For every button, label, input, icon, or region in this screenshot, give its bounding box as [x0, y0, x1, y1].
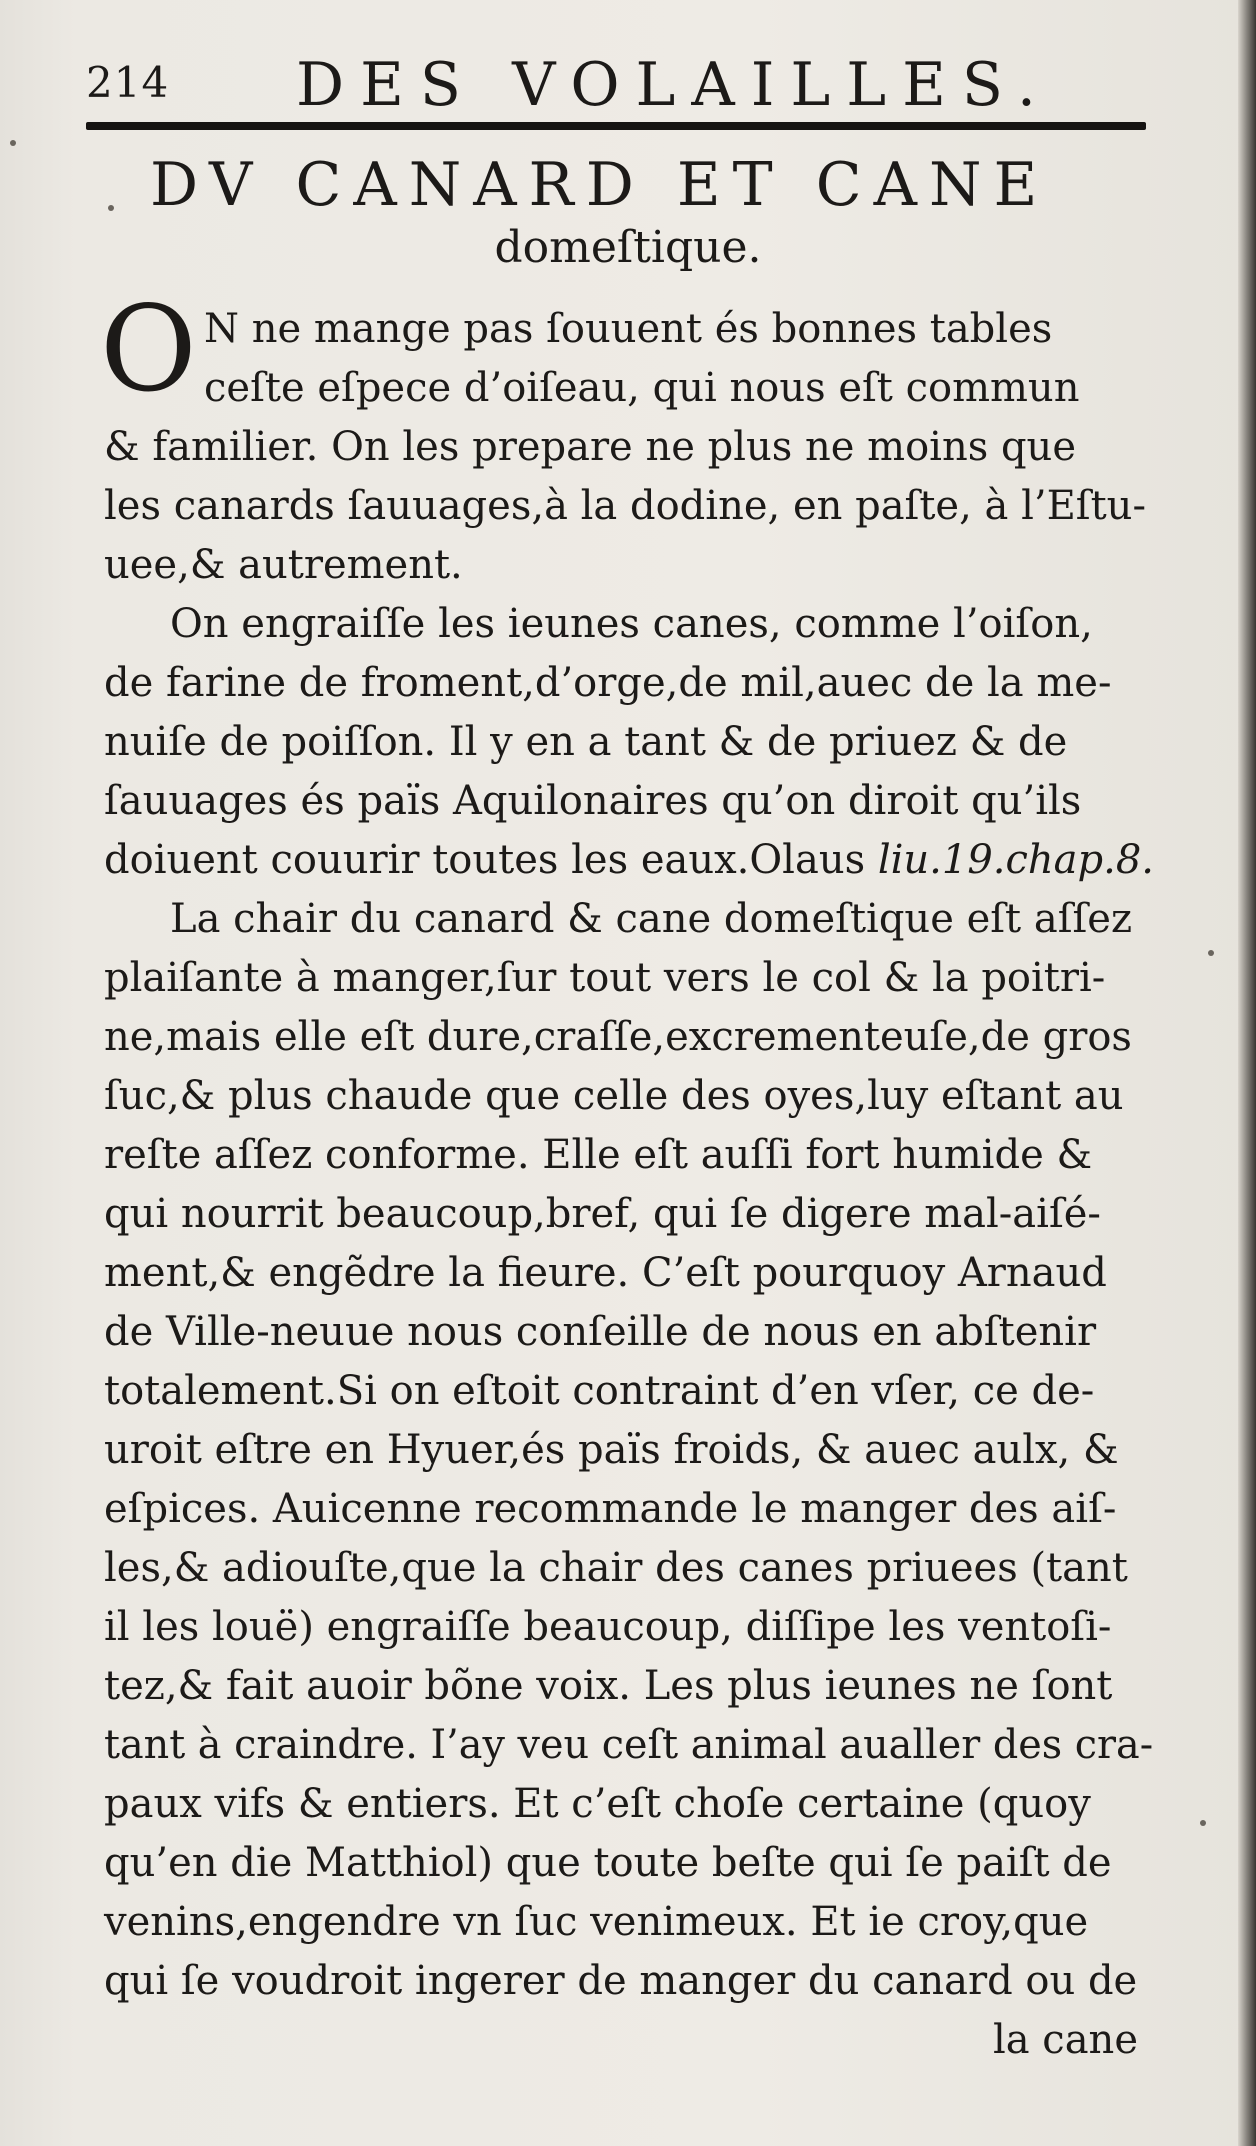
text-line: reſte aſſez conforme. Elle eſt auſſi fort humide & — [104, 1132, 1093, 1178]
text-line-with-citation — [104, 831, 1154, 890]
text-line: totalement.Si on eſtoit contraint d’en vſer, ce de- — [104, 1368, 1095, 1414]
chapter-title: DV CANARD ET CANE — [150, 150, 1050, 220]
text-line: qui nourrit beaucoup,bref, qui ſe digere mal-aiſé- — [104, 1191, 1101, 1237]
page-number: 214 — [86, 58, 170, 107]
text-line: tant à craindre. I’ay veu ceſt animal aualler des cra- — [104, 1722, 1154, 1768]
text-line: paux vifs & entiers. Et c’eſt choſe certaine (quoy — [104, 1781, 1091, 1827]
text-line: ceſte eſpece d’oiſeau, qui nous eſt commun — [204, 365, 1080, 411]
text-line: uroit eſtre en Hyuer,és païs froids, & auec aulx, & — [104, 1427, 1119, 1473]
paper-speck — [1208, 950, 1214, 956]
text-line: il les louë) engraiſſe beaucoup, diſſipe les ventoſi- — [104, 1604, 1112, 1650]
text-line: les,& adiouſte,que la chair des canes priuees (tant — [104, 1545, 1128, 1591]
text-line: doiuent couurir toutes les eaux.Olaus — [104, 837, 878, 883]
text-line: ment,& engẽdre la fieure. C’eſt pourquoy Arnaud — [104, 1250, 1107, 1296]
page-header — [86, 50, 1146, 120]
text-line: ſuc,& plus chaude que celle des oyes,luy eſtant au — [104, 1073, 1124, 1119]
text-line: les canards ſauuages,à la dodine, en paſte, à l’Eſtu- — [104, 483, 1146, 529]
citation: liu.19.chap.8. — [877, 837, 1154, 883]
running-head: DES VOLAILLES. — [296, 50, 1052, 120]
text-line: tez,& fait auoir bõne voix. Les plus ieunes ne ſont — [104, 1663, 1113, 1709]
paper-speck — [10, 140, 16, 146]
text-line: qu’en die Matthiol) que toute beſte qui ſe paiſt de — [104, 1840, 1112, 1886]
drop-cap: O — [100, 280, 197, 418]
text-line: ſauuages és païs Aquilonaires qu’on diroit qu’ils — [104, 778, 1082, 824]
page-gutter-shadow — [1238, 0, 1256, 2146]
paper-speck — [1200, 1820, 1206, 1826]
header-rule — [86, 122, 1146, 130]
body-text — [104, 300, 1154, 2070]
text-line: & familier. On les prepare ne plus ne moins que — [104, 424, 1076, 470]
text-line: de Ville-neuue nous conſeille de nous en abſtenir — [104, 1309, 1097, 1355]
text-line: de farine de froment,d’orge,de mil,auec de la me- — [104, 660, 1112, 706]
text-line: nuiſe de poiſſon. Il y en a tant & de priuez & de — [104, 719, 1068, 765]
text-line: venins,engendre vn ſuc venimeux. Et ie croy,que — [104, 1899, 1089, 1945]
text-line: ne,mais elle eſt dure,craſſe,excrementeuſe,de gros — [104, 1014, 1132, 1060]
text-line: uee,& autrement. — [104, 542, 463, 588]
text-line: On engraiſſe les ieunes canes, comme l’oiſon, — [170, 601, 1093, 647]
text-line: N ne mange pas ſouuent és bonnes tables — [204, 306, 1053, 352]
catchword: la cane — [992, 2017, 1138, 2063]
chapter-subtitle: domeſtique. — [494, 222, 762, 273]
text-line: La chair du canard & cane domeſtique eſt aſſez — [170, 896, 1133, 942]
text-line: plaiſante à manger,ſur tout vers le col & la poitri- — [104, 955, 1106, 1001]
text-line: qui ſe voudroit ingerer de manger du canard ou de — [104, 1958, 1138, 2004]
paper-speck — [108, 205, 114, 211]
text-line: eſpices. Auicenne recommande le manger des aiſ- — [104, 1486, 1117, 1532]
